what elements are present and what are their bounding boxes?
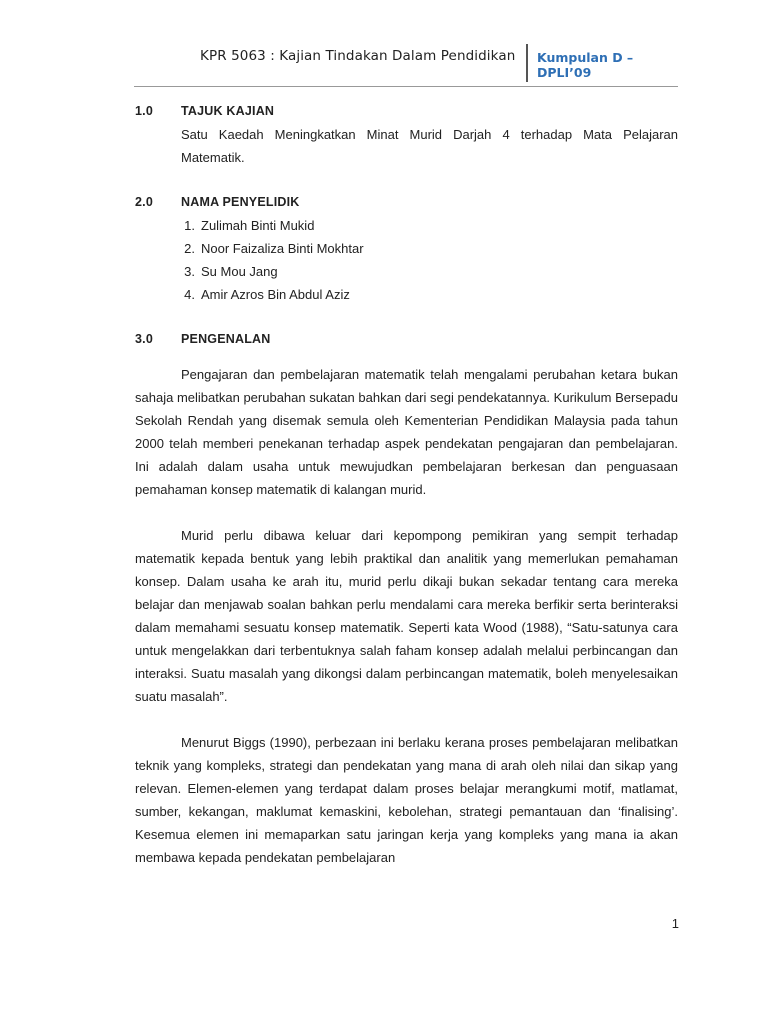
paragraph: Pengajaran dan pembelajaran matematik telah mengalami perubahan ketara bukan sahaja melibatkan perubahan sukatan bahkan dari segi pendekatannya. Kurikulum Bersepadu Sekolah Rendah yang disemak semula oleh Kementerian Pendidikan Malaysia pada tahun 2000 telah memberi penekanan terhadap aspek pendekatan pengajaran dan pembelajaran. Ini adalah dalam usaha untuk mewujudkan pembelajaran berkesan dan penguasaan pemahaman konsep matematik di kalangan murid. — [135, 367, 678, 497]
header-divider — [526, 44, 528, 82]
header-group-line1: Kumpulan D – — [537, 50, 634, 65]
header-group-label — [537, 50, 737, 80]
section-number: 2.0 — [135, 195, 153, 209]
list-item — [181, 237, 678, 260]
section-nama-penyelidik — [135, 191, 678, 306]
section-title: TAJUK KAJIAN — [181, 104, 275, 118]
section-title: NAMA PENYELIDIK — [181, 195, 300, 209]
document-body — [135, 100, 678, 869]
header-rule — [134, 86, 678, 87]
section-heading — [135, 191, 678, 214]
paragraph: Murid perlu dibawa keluar dari kepompong pemikiran yang sempit terhadap matematik kepada bentuk yang lebih praktikal dan analitik yang memerlukan pemahaman konsep. Dalam usaha ke arah itu, murid perlu dikaji bukan sekadar tentang cara mereka belajar dan menjawab soalan bahkan perlu mendalami cara mereka berfikir serta berinteraksi dalam memahami sesuatu konsep matematik. Seperti kata Wood (1988), “Satu-satunya cara untuk mengelakkan dari terbentuknya salah faham konsep adalah melalui perbincangan dan interaksi. Suatu masalah yang dikongsi dalam perbincangan matematik, boleh menyelesaikan suatu masalah”. — [135, 528, 678, 704]
section-title: PENGENALAN — [181, 332, 271, 346]
list-item — [181, 260, 678, 283]
list-item — [181, 283, 678, 306]
paragraph: Menurut Biggs (1990), perbezaan ini berlaku kerana proses pembelajaran melibatkan teknik yang kompleks, strategi dan pendekatan yang mana di arah oleh nilai dan sikap yang relevan. Elemen-elemen yang terdapat dalam proses belajar merangkumi motif, matlamat, sumber, kekangan, maklumat kemaskini, kebolehan, strategi pemantauan dan ‘finalising’. Kesemua elemen ini memaparkan satu jaringan kerja yang kompleks yang mana ia akan membawa kepada pendekatan pembelajaran — [135, 735, 678, 865]
list-index: 4. — [184, 287, 195, 302]
researcher-name: Amir Azros Bin Abdul Aziz — [201, 287, 350, 302]
section-number: 1.0 — [135, 104, 153, 118]
study-title-text: Satu Kaedah Meningkatkan Minat Murid Darjah 4 terhadap Mata Pelajaran Matematik. — [181, 127, 678, 165]
list-index: 2. — [184, 241, 195, 256]
page-number: 1 — [671, 916, 679, 931]
header-group-line2: DPLI’09 — [537, 65, 592, 80]
section-number: 3.0 — [135, 332, 153, 346]
section-pengenalan — [135, 328, 678, 869]
list-index: 1. — [184, 218, 195, 233]
researcher-name: Noor Faizaliza Binti Mokhtar — [201, 241, 364, 256]
list-index: 3. — [184, 264, 195, 279]
section-tajuk-kajian — [135, 100, 678, 169]
researcher-name: Su Mou Jang — [201, 264, 278, 279]
researcher-list — [135, 214, 678, 306]
header-course-title: KPR 5063 : Kajian Tindakan Dalam Pendidikan — [200, 48, 516, 64]
list-item — [181, 214, 678, 237]
section-heading — [135, 328, 678, 351]
researcher-name: Zulimah Binti Mukid — [201, 218, 315, 233]
section-heading — [135, 100, 678, 123]
